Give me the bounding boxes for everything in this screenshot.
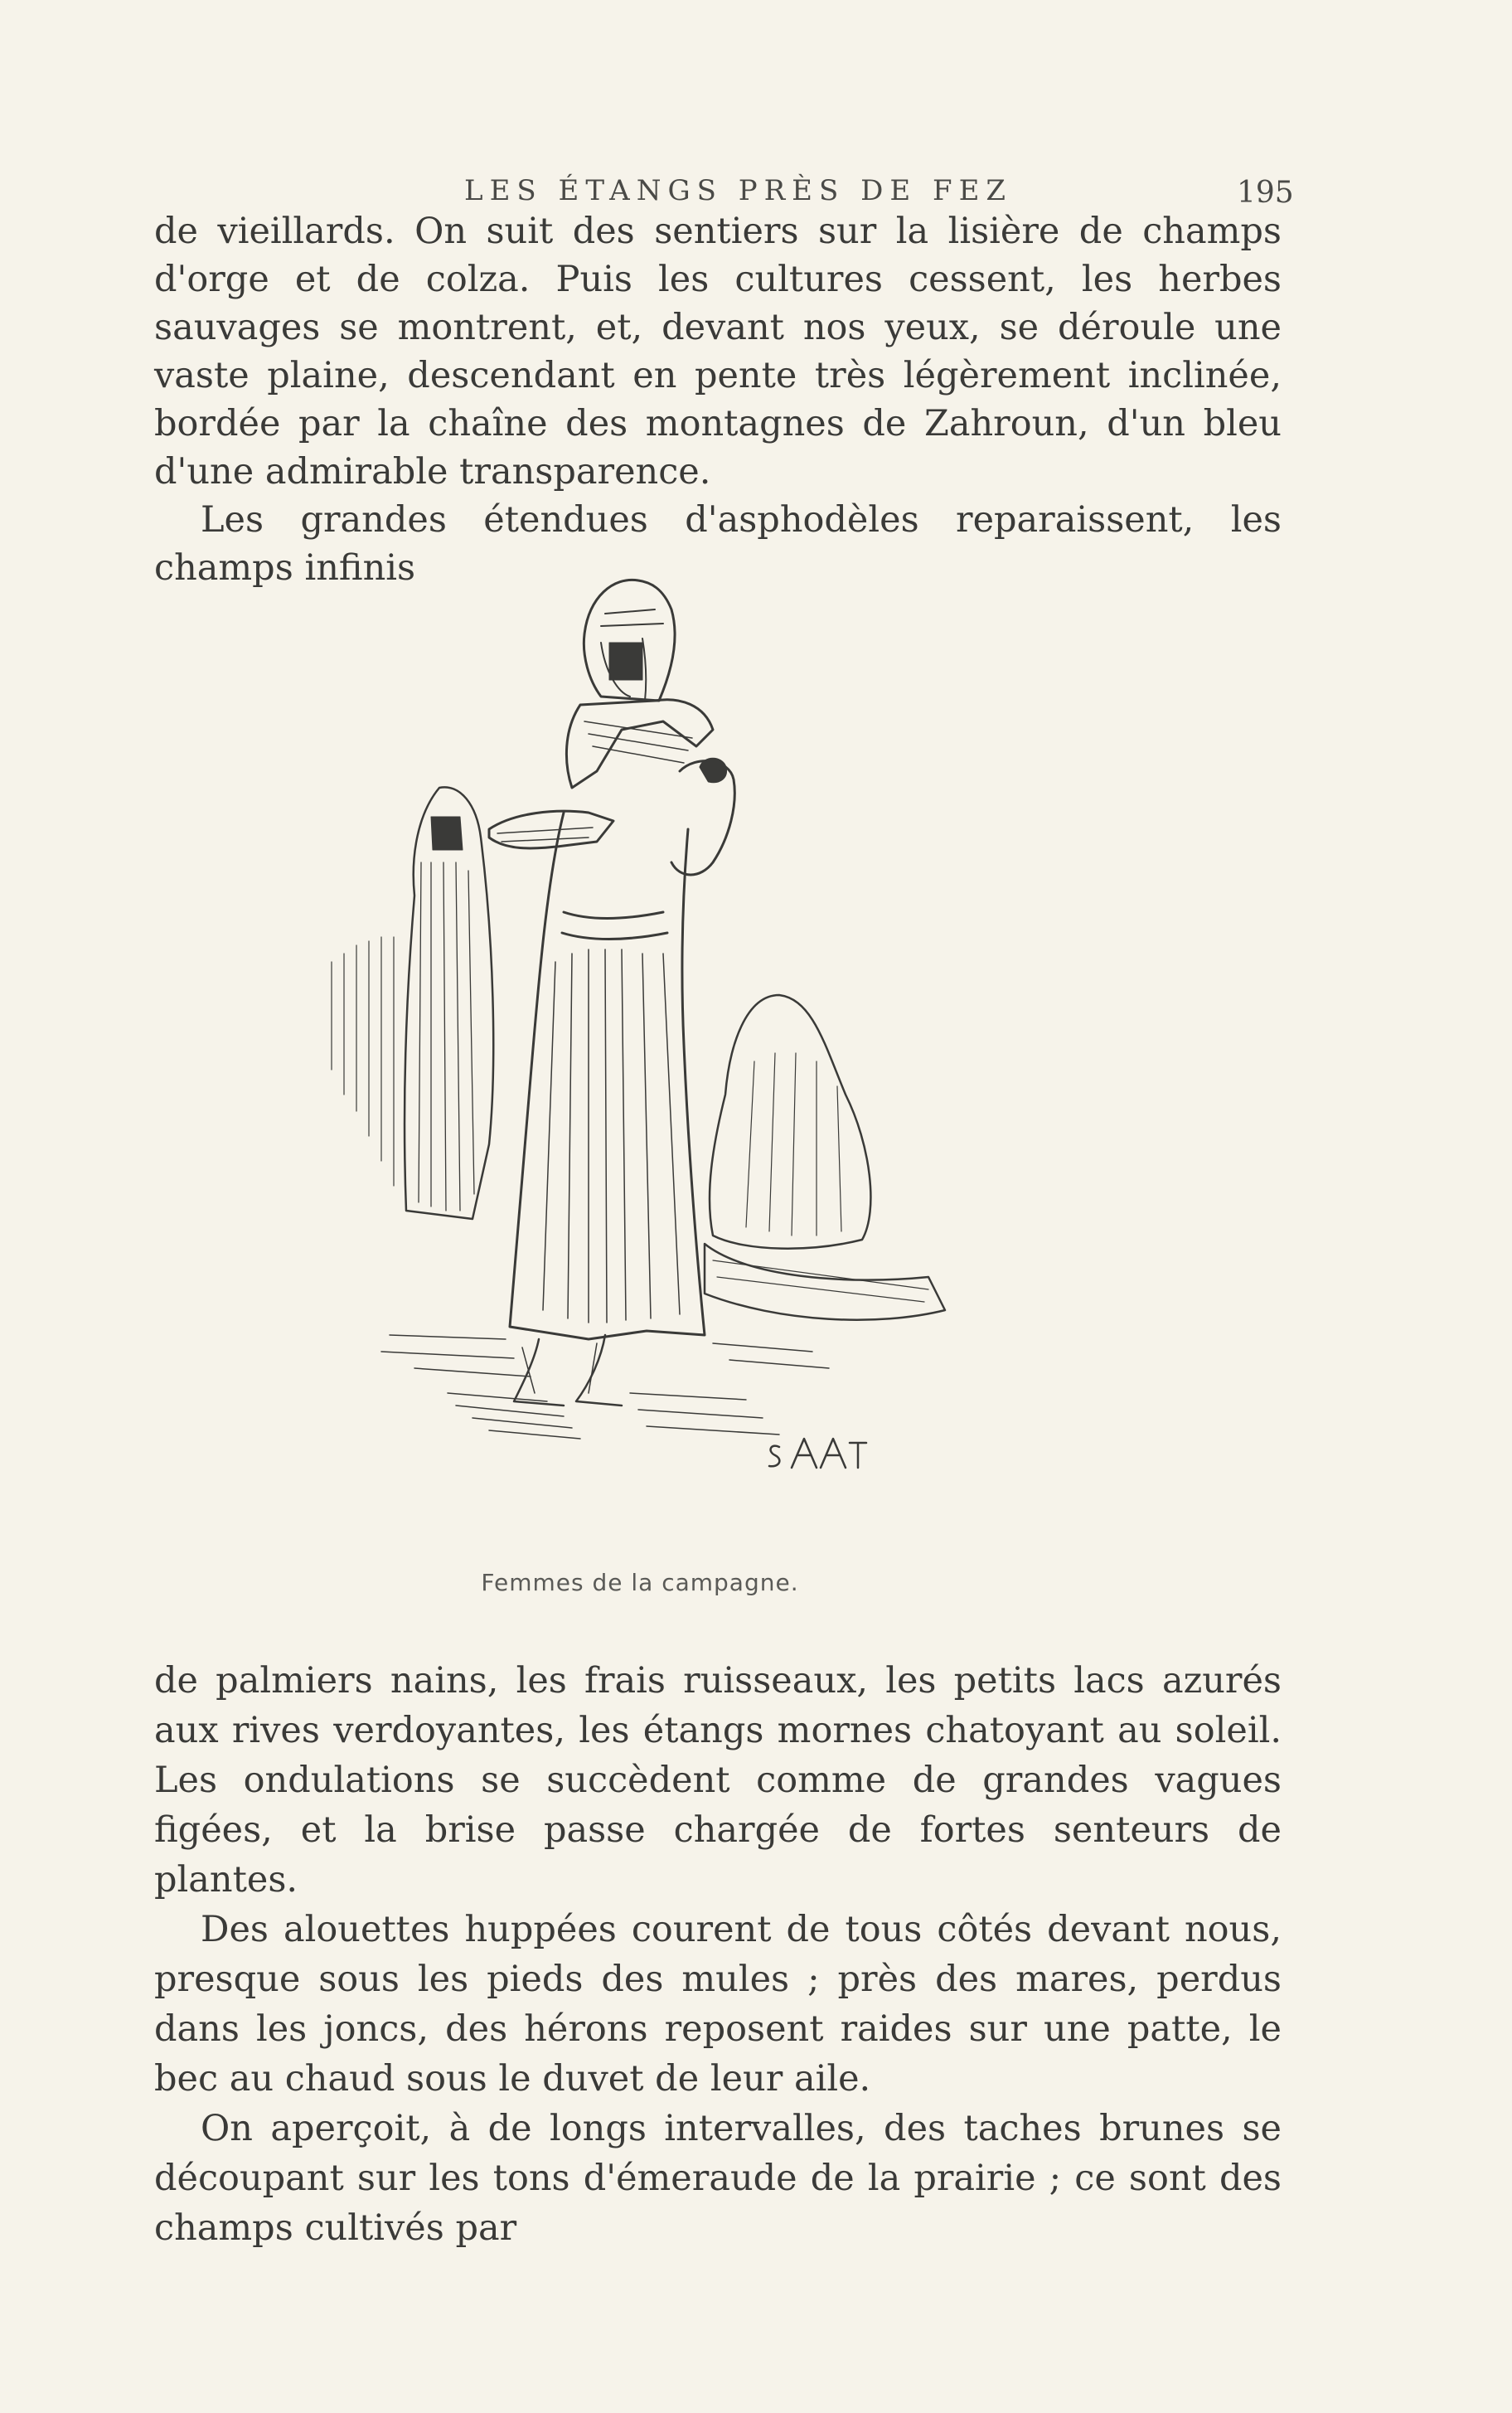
seated-woman-figure bbox=[705, 995, 945, 1320]
paragraph: On aperçoit, à de longs intervalles, des taches brunes se découpant sur les tons d'émeraude de la prairie ; ce sont des champs cultivés par bbox=[154, 2108, 1282, 2249]
paragraph: Des alouettes huppées courent de tous côtés devant nous, presque sous les pieds des mules ; près des mares, perdus dans les joncs, des hérons reposent raides sur une patte, le bec au chaud sous le duvet de leur aile. bbox=[154, 1909, 1282, 2100]
paragraph: de vieillards. On suit des sentiers sur la lisière de champs d'orge et de colza. Puis les cultures cessent, les herbes sauvages se montrent, et, devant nos yeux, se déroule une vaste plaine, descendant en pente très légèrement inclinée, bordée par la chaîne des montagnes de Zahroun, d'un bleu d'une admirable transparence. bbox=[154, 211, 1282, 493]
text-before-figure bbox=[154, 207, 1282, 592]
standing-woman-figure bbox=[489, 580, 734, 1406]
illustration-women-of-the-countryside bbox=[315, 564, 978, 1551]
artist-signature-icon bbox=[769, 1439, 866, 1468]
text-after-figure bbox=[154, 1656, 1282, 2253]
paragraph: Les grandes étendues d'asphodèles reparaissent, les champs infinis bbox=[154, 499, 1282, 589]
paragraph: de palmiers nains, les frais ruisseaux, les petits lacs azurés aux rives verdoyantes, les étangs mornes chatoyant au soleil. Les ondulations se succèdent comme de grandes vagues figées, et la brise passe chargée de fortes senteurs de plantes. bbox=[154, 1660, 1282, 1901]
ground-hatching bbox=[381, 1335, 829, 1439]
page-number: 195 bbox=[1237, 176, 1294, 210]
figure-caption bbox=[0, 1569, 1512, 1596]
figure-caption-text: Femmes de la campagne. bbox=[481, 1569, 799, 1596]
girl-figure bbox=[332, 787, 493, 1219]
running-title: LES ÉTANGS PRÈS DE FEZ bbox=[464, 174, 1013, 207]
